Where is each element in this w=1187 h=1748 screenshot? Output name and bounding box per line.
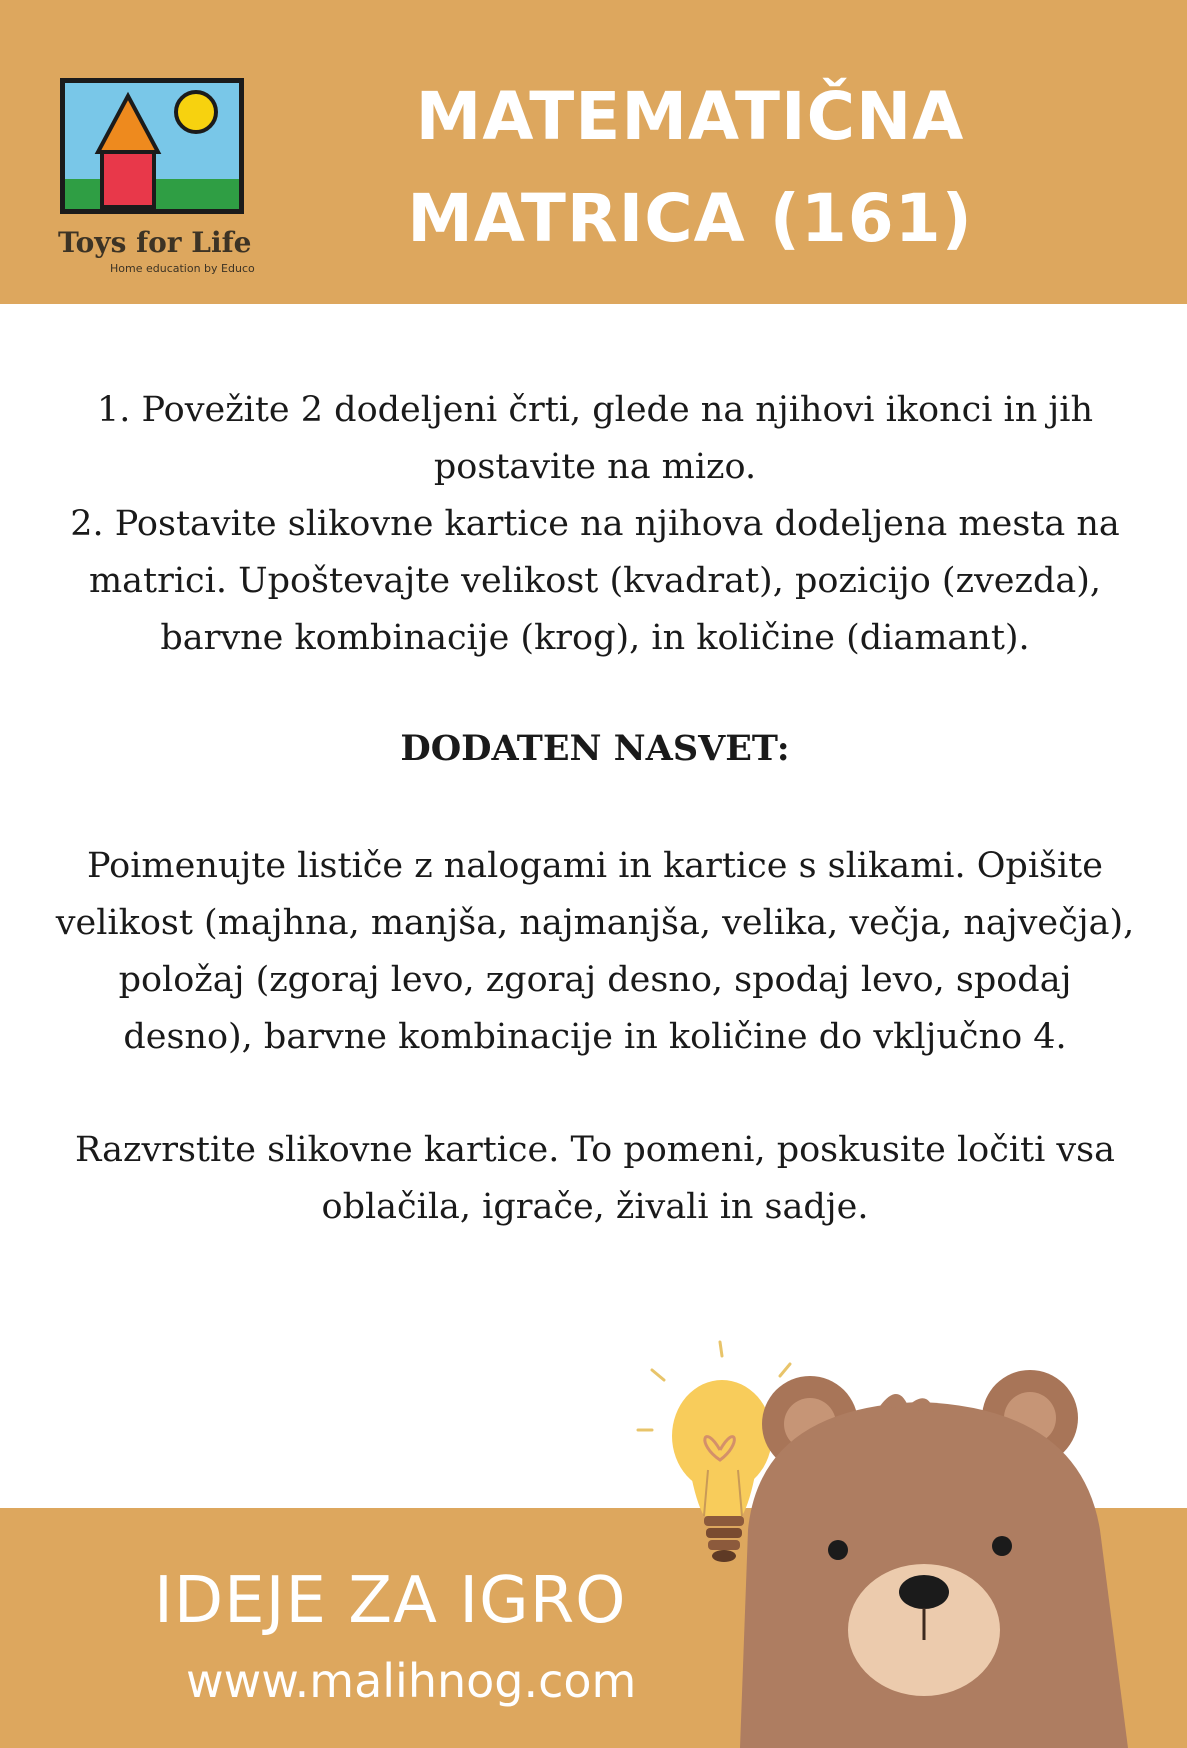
step-item: [50, 496, 1140, 667]
tip-heading: DODATEN NASVET:: [400, 728, 790, 769]
steps-list: [50, 382, 1140, 667]
footer-title: IDEJE ZA IGRO: [154, 1564, 627, 1638]
tip-paragraph: Razvrstite slikovne kartice. To pomeni, poskusite ločiti vsa oblačila, igrače, živali in sadje.: [75, 1130, 1115, 1227]
step-text: Postavite slikovne kartice na njihova dodeljena mesta na matrici. Upoštevajte velikost (kvadrat), pozicijo (zvezda), barvne kombinacije (krog), in količine (diamant).: [88, 504, 1120, 658]
page-title: [380, 66, 1000, 270]
title-line-2: MATRICA (161): [407, 180, 973, 257]
step-item: [50, 382, 1140, 496]
step-number: 2.: [70, 504, 104, 544]
logo-tagline: Home education by Educo: [110, 262, 255, 275]
bear-icon: [740, 1370, 1128, 1748]
title-line-1: MATEMATIČNA: [415, 78, 965, 155]
logo-name: Toys for Life: [58, 226, 252, 259]
step-number: 1.: [97, 390, 131, 430]
footer-illustration: [630, 1340, 1187, 1748]
tip-paragraph: Poimenujte lističe z nalogami in kartice s slikami. Opišite velikost (majhna, manjša, najmanjša, velika, večja, največja), položaj (zgoraj levo, zgoraj desno, spodaj levo, spodaj desno), barvne kombinacije in količine do vključno 4.: [55, 846, 1135, 1057]
header-band: [0, 0, 1187, 304]
website-link[interactable]: www.malihnog.com: [186, 1654, 637, 1708]
step-text: Povežite 2 dodeljeni črti, glede na njihovi ikonci in jih postavite na mizo.: [141, 390, 1093, 487]
instructions-section: [50, 382, 1140, 1227]
house-sun-logo-icon: [58, 76, 246, 216]
toys-for-life-logo[interactable]: [56, 74, 255, 275]
